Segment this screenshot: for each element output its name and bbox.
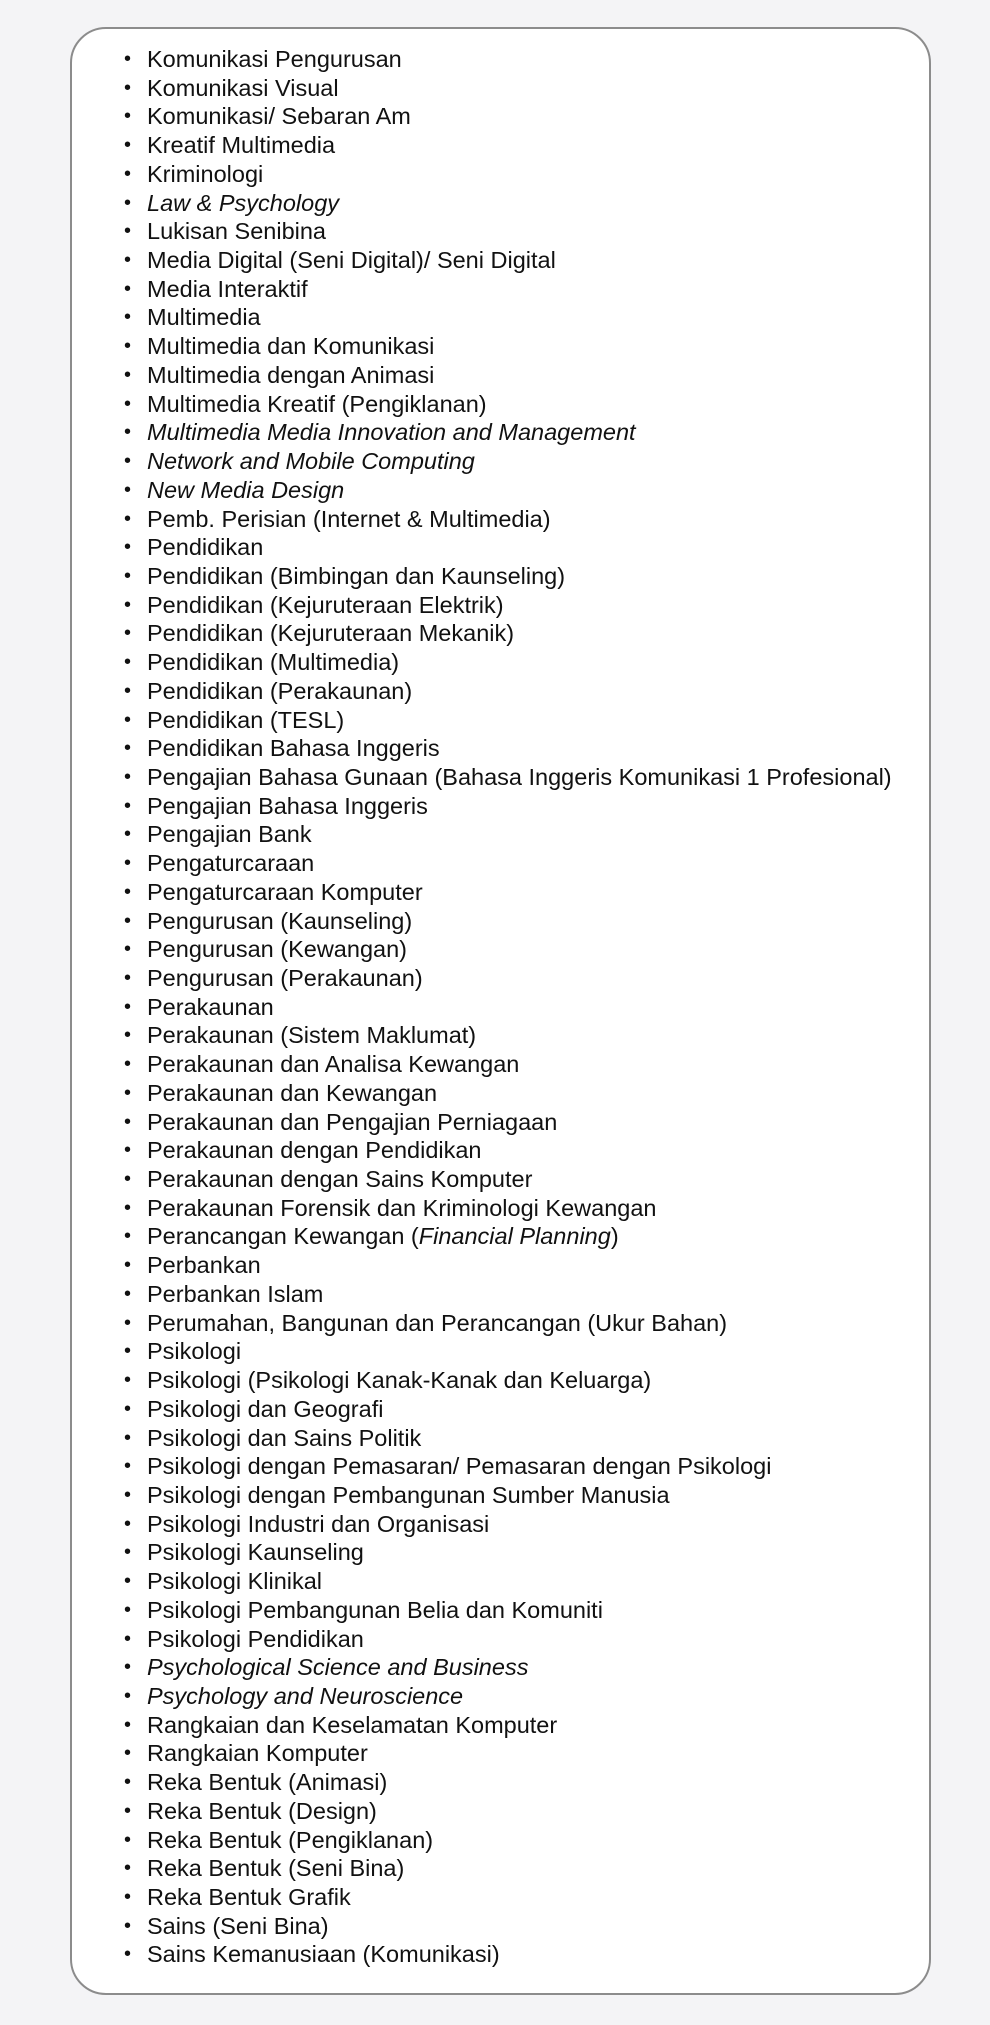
bullet-icon: • — [124, 909, 132, 932]
list-item — [124, 418, 892, 447]
bullet-icon: • — [124, 1886, 132, 1908]
list-item — [124, 935, 892, 964]
list-item-label: Perbankan — [147, 1252, 261, 1279]
bullet-icon: • — [124, 1914, 132, 1937]
list-item — [124, 1596, 892, 1625]
bullet-icon: • — [124, 1081, 132, 1104]
bullet-icon: • — [124, 48, 132, 70]
list-item — [124, 189, 892, 218]
bullet-icon: • — [124, 1225, 132, 1248]
list-item-label: Network and Mobile Computing — [147, 448, 475, 475]
list-item-text: Perancangan Kewangan ( — [147, 1223, 419, 1250]
list-item — [124, 763, 892, 792]
list-item-label: Pendidikan (Kejuruteraan Mekanik) — [147, 620, 515, 647]
list-item — [124, 533, 892, 562]
bullet-icon: • — [124, 823, 132, 846]
list-item-label: Pengurusan (Perakaunan) — [147, 965, 423, 991]
list-item — [124, 45, 892, 74]
list-item-label: Multimedia dan Komunikasi — [147, 333, 435, 360]
list-item — [124, 1538, 892, 1567]
list-item-label: Multimedia — [147, 304, 261, 331]
list-item — [124, 907, 892, 936]
bullet-icon: • — [124, 1684, 132, 1707]
list-item — [124, 1309, 892, 1338]
bullet-icon: • — [124, 1397, 132, 1420]
list-item — [124, 1510, 892, 1539]
bullet-icon: • — [124, 478, 132, 501]
list-item-label: Perakaunan dan Analisa Kewangan — [147, 1051, 520, 1078]
bullet-icon: • — [124, 737, 132, 760]
list-item — [124, 734, 892, 763]
bullet-icon: • — [124, 1627, 132, 1650]
list-item — [124, 1050, 892, 1079]
list-item-label: Psikologi dengan Pembangunan Sumber Manusia — [147, 1481, 670, 1508]
bullet-icon: • — [124, 1656, 132, 1679]
list-item — [124, 706, 892, 735]
bullet-icon: • — [124, 1541, 132, 1564]
list-item — [124, 275, 892, 304]
list-item-label: Psikologi Klinikal — [147, 1568, 323, 1595]
list-item-label: Pendidikan (Bimbingan dan Kaunseling) — [147, 562, 566, 589]
list-item-label: Psikologi dengan Pemasaran/ Pemasaran dengan Psikologi — [147, 1453, 772, 1480]
list-item — [124, 1739, 892, 1768]
list-item — [124, 505, 892, 534]
list-item — [124, 1424, 892, 1453]
list-item — [124, 1653, 892, 1682]
list-item — [124, 1768, 892, 1797]
list-item — [124, 1366, 892, 1395]
list-item — [124, 1854, 892, 1883]
bullet-icon: • — [124, 162, 132, 185]
list-item-label: Pendidikan (Kejuruteraan Elektrik) — [147, 591, 504, 618]
list-item — [124, 1079, 892, 1108]
bullet-icon: • — [124, 593, 132, 616]
bullet-icon: • — [124, 938, 132, 961]
bullet-icon: • — [124, 1943, 132, 1966]
list-item-label: Kreatif Multimedia — [147, 132, 336, 159]
list-item — [124, 1711, 892, 1740]
list-item-emphasis: Financial Planning — [418, 1223, 611, 1250]
list-item-label: Pengurusan (Kewangan) — [147, 936, 407, 963]
list-item-label: Sains Kemanusiaan (Komunikasi) — [147, 1941, 500, 1968]
list-item-label: Rangkaian Komputer — [147, 1740, 368, 1767]
list-item — [124, 217, 892, 246]
list-item-label: Pendidikan (Multimedia) — [147, 649, 400, 676]
bullet-icon: • — [124, 1254, 132, 1277]
list-item — [124, 476, 892, 505]
list-item — [124, 1682, 892, 1711]
list-item-label: Pemb. Perisian (Internet & Multimedia) — [147, 505, 551, 532]
list-item — [124, 131, 892, 160]
list-item — [124, 1395, 892, 1424]
list-item-label: Law & Psychology — [147, 189, 340, 216]
list-item — [124, 562, 892, 591]
bullet-icon: • — [124, 1024, 132, 1047]
list-item — [124, 849, 892, 878]
list-item — [124, 878, 892, 907]
list-item-suffix: ) — [610, 1223, 619, 1250]
list-item-label: Perakaunan dengan Sains Komputer — [147, 1166, 533, 1193]
bullet-icon: • — [124, 277, 132, 300]
list-item-label: Media Digital (Seni Digital)/ Seni Digital — [147, 247, 556, 274]
list-item — [124, 677, 892, 706]
bullet-icon: • — [124, 852, 132, 875]
list-item-label: Kriminologi — [147, 160, 264, 187]
bullet-icon: • — [124, 622, 132, 645]
bullet-icon: • — [124, 765, 132, 788]
list-item-label: Reka Bentuk (Seni Bina) — [147, 1855, 405, 1882]
list-item-label: Komunikasi/ Sebaran Am — [147, 103, 411, 130]
list-item-label: Pengurusan (Kaunseling) — [147, 907, 413, 934]
bullet-icon: • — [124, 1713, 132, 1736]
bullet-icon: • — [124, 1857, 132, 1880]
list-item — [124, 303, 892, 332]
list-item — [124, 1165, 892, 1194]
bullet-icon: • — [124, 450, 132, 473]
programme-list — [124, 45, 892, 1969]
bullet-icon: • — [124, 1369, 132, 1392]
list-item-label: Reka Bentuk (Design) — [147, 1797, 377, 1824]
bullet-icon: • — [124, 1742, 132, 1765]
list-item-label: Pendidikan (Perakaunan) — [147, 677, 413, 704]
list-item-label: Psikologi dan Sains Politik — [147, 1424, 422, 1451]
bullet-icon: • — [124, 191, 132, 214]
bullet-icon: • — [124, 1455, 132, 1478]
bullet-icon: • — [124, 76, 132, 99]
list-item — [124, 1108, 892, 1137]
list-item-label: Psikologi dan Geografi — [147, 1395, 384, 1422]
list-item — [124, 1625, 892, 1654]
list-item — [124, 1567, 892, 1596]
bullet-icon: • — [124, 1570, 132, 1593]
list-item — [124, 820, 892, 849]
list-item — [124, 1452, 892, 1481]
bullet-icon: • — [124, 1110, 132, 1133]
list-item-label: Perumahan, Bangunan dan Perancangan (Ukur Bahan) — [147, 1309, 728, 1336]
bullet-icon: • — [124, 708, 132, 731]
bullet-icon: • — [124, 1598, 132, 1621]
list-item — [124, 74, 892, 103]
list-item — [124, 1194, 892, 1223]
bullet-icon: • — [124, 1426, 132, 1449]
list-item — [124, 1337, 892, 1366]
list-item-label: Psikologi Kaunseling — [147, 1539, 364, 1566]
list-item-label: Pendidikan — [147, 534, 264, 561]
list-item-label: Psikologi Pembangunan Belia dan Komuniti — [147, 1596, 603, 1623]
bullet-icon: • — [124, 679, 132, 702]
bullet-icon: • — [124, 507, 132, 530]
list-item-label: Lukisan Senibina — [147, 218, 326, 245]
list-item-label: New Media Design — [147, 476, 345, 503]
bullet-icon: • — [124, 794, 132, 817]
bullet-icon: • — [124, 1139, 132, 1162]
list-item — [124, 447, 892, 476]
list-item — [124, 1912, 892, 1941]
bullet-icon: • — [124, 880, 132, 903]
list-item-label — [147, 1223, 619, 1249]
list-item-label: Reka Bentuk (Pengiklanan) — [147, 1826, 434, 1853]
list-item — [124, 102, 892, 131]
list-item-label: Pengajian Bank — [147, 821, 312, 848]
list-item-label: Perakaunan — [147, 993, 274, 1020]
bullet-icon: • — [124, 1053, 132, 1076]
list-item — [124, 792, 892, 821]
list-item — [124, 1940, 892, 1969]
list-item-label: Pengajian Bahasa Gunaan (Bahasa Inggeris Komunikasi 1 Profesional) — [147, 763, 892, 790]
list-item-label: Psikologi — [147, 1338, 242, 1365]
list-item-label: Multimedia Media Innovation and Management — [147, 419, 636, 446]
bullet-icon: • — [124, 1340, 132, 1363]
list-item — [124, 964, 892, 993]
list-item-label: Pengajian Bahasa Inggeris — [147, 792, 428, 819]
bullet-icon: • — [124, 421, 132, 444]
bullet-icon: • — [124, 1282, 132, 1305]
bullet-icon: • — [124, 335, 132, 358]
programme-list-panel — [70, 27, 931, 1995]
bullet-icon: • — [124, 1828, 132, 1851]
list-item — [124, 993, 892, 1022]
list-item — [124, 1481, 892, 1510]
list-item-label: Pengaturcaraan — [147, 850, 315, 877]
bullet-icon: • — [124, 134, 132, 157]
list-item — [124, 246, 892, 275]
list-item-label: Pengaturcaraan Komputer — [147, 878, 423, 905]
list-item-label: Perakaunan Forensik dan Kriminologi Kewangan — [147, 1194, 657, 1221]
list-item-label: Reka Bentuk (Animasi) — [147, 1769, 388, 1796]
bullet-icon: • — [124, 306, 132, 329]
bullet-icon: • — [124, 1512, 132, 1535]
list-item-label: Psikologi (Psikologi Kanak-Kanak dan Keluarga) — [147, 1367, 652, 1394]
bullet-icon: • — [124, 967, 132, 989]
bullet-icon: • — [124, 1196, 132, 1219]
list-item-label: Rangkaian dan Keselamatan Komputer — [147, 1711, 558, 1738]
list-item-label: Perakaunan dan Kewangan — [147, 1079, 438, 1106]
list-item — [124, 1280, 892, 1309]
bullet-icon: • — [124, 995, 132, 1018]
list-item — [124, 1797, 892, 1826]
list-item — [124, 619, 892, 648]
list-item-label: Psikologi Industri dan Organisasi — [147, 1510, 490, 1537]
list-item-label: Perakaunan (Sistem Maklumat) — [147, 1022, 477, 1049]
list-item-label: Perakaunan dan Pengajian Perniagaan — [147, 1108, 558, 1135]
list-item-label: Perbankan Islam — [147, 1280, 324, 1307]
bullet-icon: • — [124, 363, 132, 386]
bullet-icon: • — [124, 651, 132, 674]
list-item-label: Pendidikan Bahasa Inggeris — [147, 735, 440, 762]
list-item-label: Perakaunan dengan Pendidikan — [147, 1137, 482, 1164]
list-item — [124, 361, 892, 390]
list-item — [124, 1021, 892, 1050]
bullet-icon: • — [124, 220, 132, 243]
list-item — [124, 591, 892, 620]
list-item — [124, 1251, 892, 1280]
list-item — [124, 1136, 892, 1165]
list-item-label: Psychology and Neuroscience — [147, 1682, 464, 1709]
bullet-icon: • — [124, 1168, 132, 1191]
bullet-icon: • — [124, 1799, 132, 1822]
bullet-icon: • — [124, 249, 132, 272]
list-item-label: Multimedia Kreatif (Pengiklanan) — [147, 390, 487, 417]
list-item-label: Komunikasi Visual — [147, 74, 339, 101]
list-item — [124, 1222, 892, 1251]
list-item-label: Psikologi Pendidikan — [147, 1625, 364, 1652]
list-item — [124, 1826, 892, 1855]
list-item-label: Multimedia dengan Animasi — [147, 361, 435, 388]
list-item-label: Pendidikan (TESL) — [147, 706, 345, 733]
bullet-icon: • — [124, 1311, 132, 1334]
bullet-icon: • — [124, 392, 132, 415]
list-item — [124, 160, 892, 189]
bullet-icon: • — [124, 105, 132, 128]
list-item-label: Komunikasi Pengurusan — [147, 46, 402, 72]
list-item-label: Reka Bentuk Grafik — [147, 1884, 351, 1910]
list-item — [124, 648, 892, 677]
bullet-icon: • — [124, 1483, 132, 1506]
bullet-icon: • — [124, 536, 132, 559]
list-item-label: Psychological Science and Business — [147, 1654, 529, 1681]
list-item — [124, 332, 892, 361]
bullet-icon: • — [124, 564, 132, 587]
list-item — [124, 1883, 892, 1912]
list-item-label: Media Interaktif — [147, 275, 308, 302]
list-item-label: Sains (Seni Bina) — [147, 1912, 329, 1939]
list-item — [124, 390, 892, 419]
bullet-icon: • — [124, 1771, 132, 1794]
